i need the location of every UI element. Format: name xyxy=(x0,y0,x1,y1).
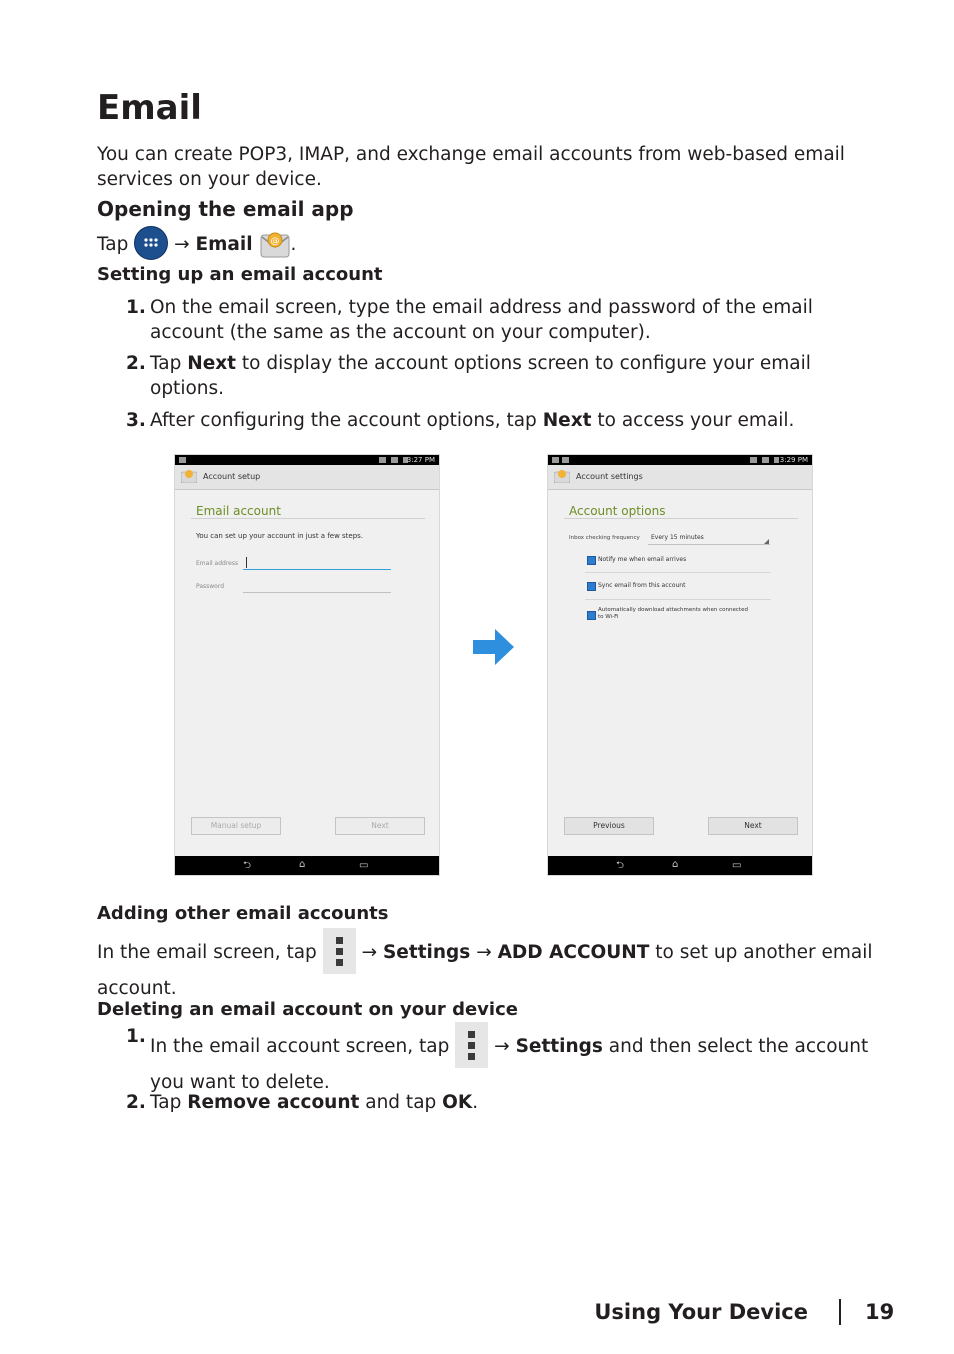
setup-intro: You can set up your account in just a few steps. xyxy=(196,532,364,540)
list-text-mid: and tap xyxy=(365,1092,437,1113)
list-item xyxy=(126,351,850,401)
status-time: 3:29 PM xyxy=(779,456,808,464)
list-item xyxy=(126,408,880,433)
email-app-label: Email xyxy=(195,234,253,255)
navigation-bar xyxy=(548,856,812,875)
list-number: 2. xyxy=(126,1092,146,1113)
divider xyxy=(585,599,771,600)
action-bar-title: Account settings xyxy=(576,472,643,481)
arrow-glyph: → xyxy=(361,942,378,963)
list-text-post: to access your email. xyxy=(597,410,795,431)
back-icon[interactable]: ⮌ xyxy=(616,860,625,871)
list-text-bold: Next xyxy=(187,353,237,374)
divider xyxy=(191,518,425,519)
notification-icon xyxy=(179,457,186,463)
intro-paragraph: You can create POP3, IMAP, and exchange email accounts from web-based email services on your device. xyxy=(97,144,845,190)
action-bar xyxy=(548,465,812,490)
list-text-bold: Next xyxy=(542,410,592,431)
settings-label: Settings xyxy=(382,942,471,963)
apps-icon xyxy=(134,226,168,260)
adding-text-post: to set up another email account. xyxy=(97,942,873,999)
page-number: 19 xyxy=(865,1300,895,1324)
email-app-icon xyxy=(259,227,291,259)
frequency-label: Inbox checking frequency xyxy=(569,535,640,541)
tap-word: Tap xyxy=(97,234,129,255)
arrow-glyph: → xyxy=(174,234,190,255)
list-number: 1. xyxy=(126,1026,146,1047)
list-text-post: . xyxy=(472,1092,479,1113)
remove-account-label: Remove account xyxy=(187,1092,360,1113)
back-icon[interactable]: ⮌ xyxy=(243,860,252,871)
overflow-menu-icon xyxy=(323,928,356,974)
list-number: 1. xyxy=(126,297,146,318)
setup-heading: Setting up an email account xyxy=(97,264,383,285)
notification-icon xyxy=(552,457,559,463)
password-input[interactable] xyxy=(243,592,391,593)
previous-button[interactable]: Previous xyxy=(564,817,654,835)
list-text-pre: In the email account screen, tap xyxy=(150,1036,450,1057)
deleting-heading: Deleting an email account on your device xyxy=(97,999,518,1020)
next-button[interactable]: Next xyxy=(335,817,425,835)
footer-divider xyxy=(839,1299,841,1325)
adding-text-pre: In the email screen, tap xyxy=(97,942,317,963)
email-address-input[interactable] xyxy=(243,569,391,570)
sync-checkbox[interactable] xyxy=(587,582,596,591)
arrow-glyph: → xyxy=(476,942,492,963)
list-text-post: and then select the account you want to delete. xyxy=(150,1036,869,1093)
page-title: Email xyxy=(97,88,202,128)
notify-option-label: Notify me when email arrives xyxy=(598,556,687,563)
notification-icon xyxy=(562,457,569,463)
period: . xyxy=(290,234,297,255)
home-icon[interactable]: ⌂ xyxy=(299,859,306,870)
dropdown-indicator-icon xyxy=(764,539,769,544)
list-number: 2. xyxy=(126,353,146,374)
divider xyxy=(585,572,771,573)
screen-title: Email account xyxy=(196,504,281,518)
screenshot-account-options xyxy=(547,454,813,876)
status-time: 3:27 PM xyxy=(406,456,435,464)
frequency-select-underline xyxy=(648,544,770,545)
recents-icon[interactable]: ▭ xyxy=(359,860,369,871)
bluetooth-icon xyxy=(379,457,386,463)
screenshot-account-setup xyxy=(174,454,440,876)
sync-option-label: Sync email from this account xyxy=(598,582,686,589)
list-item xyxy=(126,295,850,345)
action-bar-title: Account setup xyxy=(203,472,261,481)
email-app-icon xyxy=(554,469,570,483)
list-number: 3. xyxy=(126,410,146,431)
bluetooth-icon xyxy=(750,457,757,463)
action-bar xyxy=(175,465,439,490)
auto-download-line-2: to Wi-Fi xyxy=(598,614,619,620)
text-cursor xyxy=(246,557,247,568)
wifi-icon xyxy=(762,457,769,463)
list-text-post: to display the account options screen to configure your email options. xyxy=(150,353,811,399)
email-address-label: Email address xyxy=(196,560,239,567)
navigation-bar xyxy=(175,856,439,875)
add-account-label: ADD ACCOUNT xyxy=(497,942,650,963)
list-item xyxy=(126,1090,870,1115)
auto-download-checkbox[interactable] xyxy=(587,611,596,620)
auto-download-option-label xyxy=(598,607,748,621)
notify-checkbox[interactable] xyxy=(587,556,596,565)
wifi-icon xyxy=(391,457,398,463)
adding-paragraph xyxy=(97,930,887,1001)
right-arrow-icon xyxy=(473,629,514,665)
divider xyxy=(564,518,798,519)
battery-icon xyxy=(774,457,779,463)
list-text-pre: After configuring the account options, tap xyxy=(150,410,537,431)
status-bar xyxy=(175,455,439,465)
list-item xyxy=(126,1024,870,1095)
email-app-icon xyxy=(181,469,197,483)
home-icon[interactable]: ⌂ xyxy=(672,859,679,870)
svg-text:@: @ xyxy=(270,236,279,247)
adding-heading: Adding other email accounts xyxy=(97,903,389,924)
list-text-pre: Tap xyxy=(150,1092,182,1113)
next-button[interactable]: Next xyxy=(708,817,798,835)
list-text: On the email screen, type the email address and password of the email account (the same as the account on your computer). xyxy=(150,297,813,343)
auto-download-line-1: Automatically download attachments when connected xyxy=(598,607,748,613)
password-label: Password xyxy=(196,583,225,590)
arrow-glyph: → xyxy=(494,1036,510,1057)
list-text-pre: Tap xyxy=(150,353,182,374)
recents-icon[interactable]: ▭ xyxy=(732,860,742,871)
ok-label: OK xyxy=(442,1092,473,1113)
screen-title: Account options xyxy=(569,504,666,518)
overflow-menu-icon xyxy=(455,1022,488,1068)
frequency-select[interactable]: Every 15 minutes xyxy=(651,534,704,541)
footer-section-title: Using Your Device xyxy=(594,1300,808,1324)
opening-instruction xyxy=(97,228,296,262)
status-bar xyxy=(548,455,812,465)
settings-label: Settings xyxy=(515,1036,603,1057)
opening-heading: Opening the email app xyxy=(97,197,354,221)
manual-setup-button[interactable]: Manual setup xyxy=(191,817,281,835)
